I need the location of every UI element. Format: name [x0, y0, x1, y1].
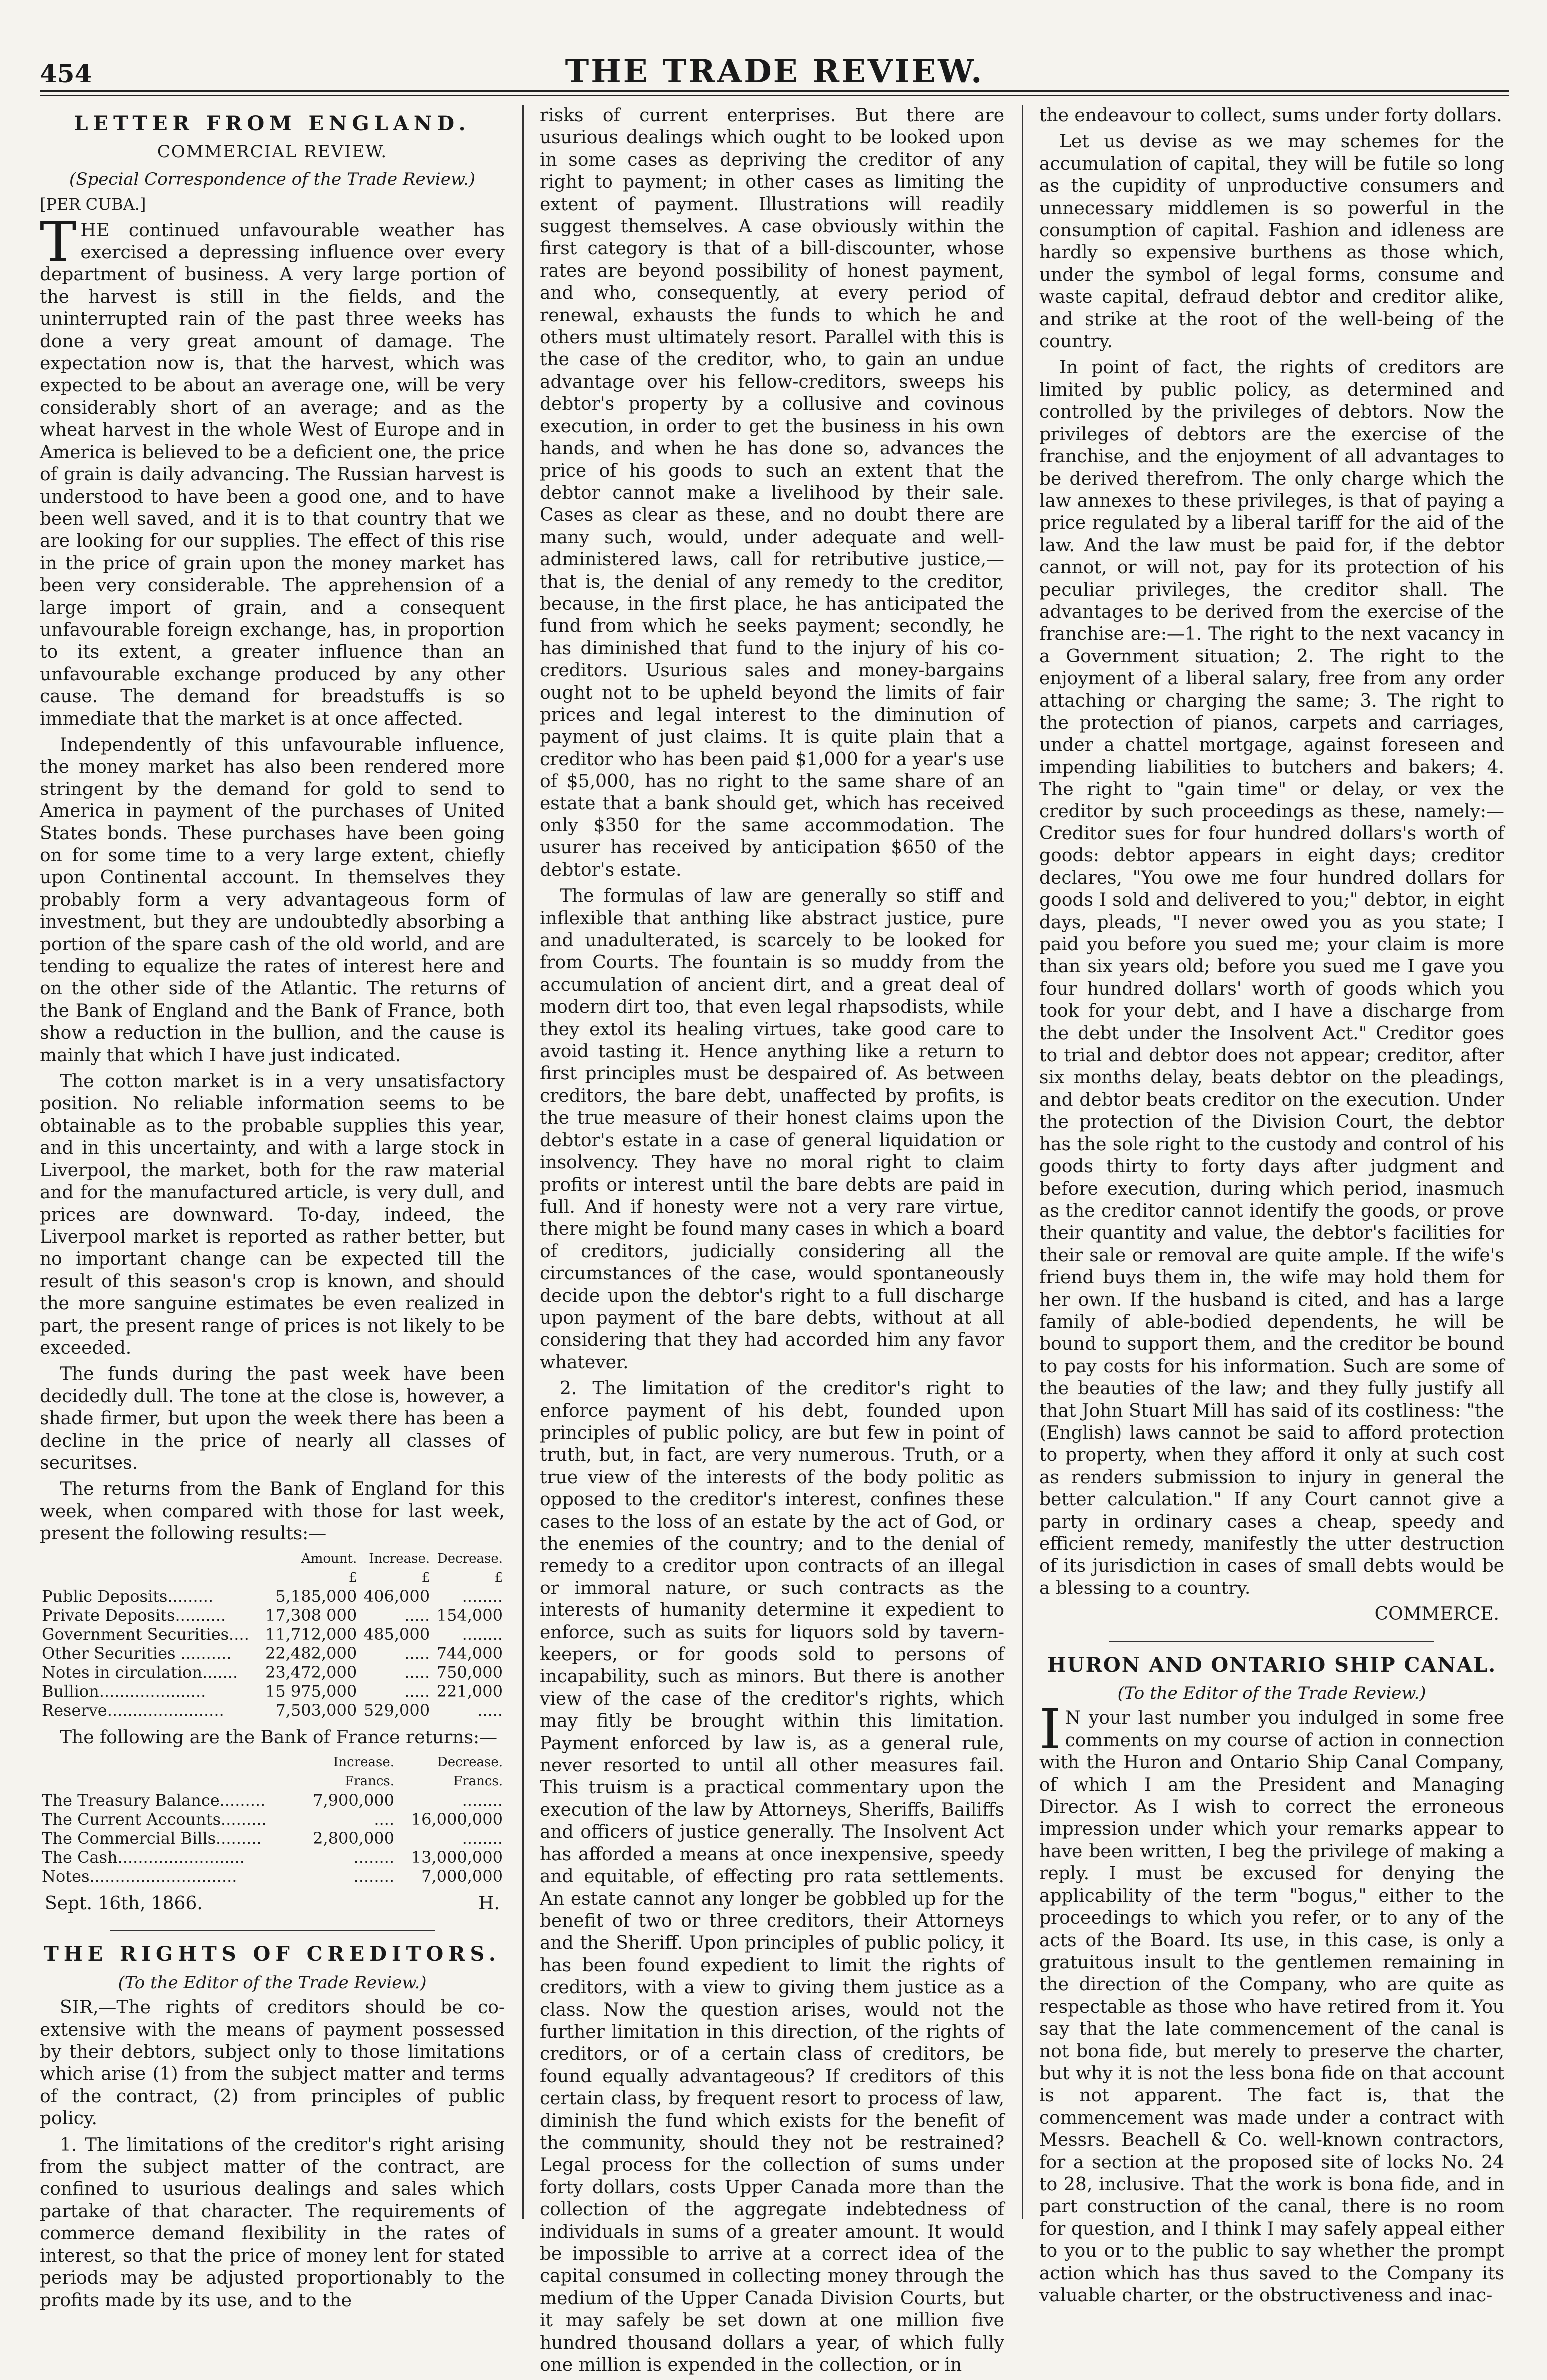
- header-rule: [40, 90, 1509, 96]
- article-paragraph: 1. The limitations of the creditor's right arising from the subject matter of the contract, are confined to usurious dealings and sales which partake of that character. The requirements of commerce demand flexibility in the rates of interest, so that the price of money lent for stated periods may be adjusted proportionably to the profits made by its use, and to the: [40, 2134, 505, 2311]
- cell-amount: 17,308 000: [265, 1605, 357, 1625]
- row-label: Private Deposits..........: [42, 1605, 226, 1625]
- cell-decrease: ........: [462, 1624, 503, 1644]
- cell-amount: 23,472,000: [265, 1662, 357, 1682]
- article-paragraph: The cotton market is in a very unsatisfactory position. No reliable information seems to be obtainable as to the probable supplies this year, and in this uncertainty, and with a large stock in Liverpool, the market, both for the raw material and for the manufactured article, is very dull, and prices are downward. To-day, indeed, the Liverpool market is reported as rather better, but no important change can be expected till the result of this season's crop is known, and should the more sanguine estimates be even realized in part, the present range of prices is not likely to be exceeded.: [40, 1071, 505, 1358]
- cell-decrease: ........: [462, 1829, 503, 1848]
- article-paragraph: the endeavour to collect, sums under forty dollars.: [1039, 105, 1502, 126]
- article-paragraph: risks of current enterprises. But there are usurious dealings which ought to be looked upon in some cases as depriving the creditor of any right to payment; in other cases as limiting the extent of payment. Illustrations will readily suggest themselves. A case obviously within the first category is that of a bill-discounter, whose rates are beyond possibility of honest payment, and who, consequently, at every period of renewal, exhausts the funds to which he and others must ultimately resort. Parallel with this is the case of the creditor, who, to gain an undue advantage over his fellow-creditors, sweeps his debtor's property by a collusive and covinous execution, in order to get the business in his own hands, and when he has done so, advances the price of his goods to such an extent that the debtor cannot make a livelihood by their sale. Cases as clear as these, and no doubt there are many such, would, under adequate and well-administered laws, call for retributive justice,—that is, the denial of any remedy to the creditor, because, in the first place, he has anticipated the fund from which he seeks payment; secondly, he has diminished that fund to the injury of his co-creditors. Usurious sales and money-bargains ought not to be upheld beyond the limits of fair prices and legal interest to the diminution of payment of just claims. It is quite plain that a creditor who has been paid $1,000 for a year's use of $5,000, has no right to the same share of an estate that a bank should get, which has received only $350 for the same accommodation. The usurer has received by anticipation $650 of the debtor's estate.: [540, 105, 1004, 880]
- cell-increase: .....: [404, 1662, 430, 1682]
- article-headline: HURON AND ONTARIO SHIP CANAL.: [1047, 1653, 1497, 1677]
- table-row: [40, 1701, 505, 1720]
- cell-decrease: 154,000: [436, 1605, 503, 1625]
- cell-increase: .....: [404, 1605, 430, 1625]
- cell-amount: 7,503,000: [275, 1700, 357, 1720]
- article-headline: LETTER FROM ENGLAND.: [74, 112, 471, 135]
- currency-unit: Francs.: [345, 1774, 395, 1789]
- cell-decrease: 750,000: [436, 1662, 503, 1682]
- cell-amount: 15 975,000: [265, 1681, 357, 1701]
- column-header: Increase.: [333, 1755, 395, 1770]
- dateline-row: [45, 1893, 500, 1915]
- row-label: The Commercial Bills.........: [42, 1829, 262, 1848]
- section-rule: [110, 1930, 435, 1931]
- article-paragraph: THE continued unfavourable weather has exercised a depressing influence over every department of business. A very large portion of the harvest is still in the fields, and the uninterrupted rain of the past three weeks has done a very great amount of damage. The expectation now is, that the harvest, which was expected to be about an average one, will be very considerably short of an average; and as the wheat harvest in the whole West of Europe and in America is believed to be a deficient one, the price of grain is daily advancing. The Russian harvest is understood to have been a good one, and to have been well saved, and it is to that country that we are looking for our supplies. The effect of this rise in the price of grain upon the money market has been very considerable. The apprehension of a large import of grain, and a consequent unfavourable foreign exchange, has, in proportion to its extent, a greater influence than an unfavourable exchange produced by any other cause. The demand for breadstuffs is so immediate that the market is at once affected.: [40, 209, 505, 729]
- row-label: The Treasury Balance.........: [42, 1791, 266, 1810]
- table-row: [40, 1829, 505, 1848]
- row-label: The Current Accounts.........: [42, 1810, 267, 1829]
- dispatch-note: [PER CUBA.]: [40, 195, 146, 214]
- currency-unit: £: [494, 1570, 503, 1585]
- table-currency-row: [40, 1568, 505, 1587]
- newspaper-page: [40, 30, 1509, 2376]
- article-paragraph: SIR,—The rights of creditors should be co-extensive with the means of payment possessed by their debtors, subject only to those limitations which arise (1) from the subject matter and terms of the contract, (2) from principles of public policy.: [40, 1997, 505, 2129]
- cell-increase: .....: [404, 1681, 430, 1701]
- author-signature: H.: [478, 1893, 500, 1914]
- article-paragraph: The following are the Bank of France returns:—: [60, 1727, 498, 1748]
- column-header: Decrease.: [437, 1551, 503, 1566]
- currency-unit: Francs.: [453, 1774, 503, 1789]
- cell-increase: ........: [353, 1848, 395, 1867]
- cell-decrease: 13,000,000: [411, 1848, 503, 1867]
- cell-increase: .....: [404, 1643, 430, 1663]
- column-divider: [522, 105, 524, 2219]
- row-label: Notes in circulation.......: [42, 1662, 238, 1682]
- drop-cap: T: [40, 209, 77, 274]
- row-label: Bullion.....................: [42, 1681, 206, 1701]
- table-row: [40, 1848, 505, 1867]
- journal-title: THE TRADE REVIEW.: [565, 53, 984, 90]
- drop-cap: I: [1039, 1697, 1061, 1762]
- cell-decrease: 221,000: [436, 1681, 503, 1701]
- currency-unit: £: [421, 1570, 430, 1585]
- row-label: Government Securities....: [42, 1624, 249, 1644]
- cell-decrease: ........: [462, 1587, 503, 1606]
- table-row: [40, 1587, 505, 1606]
- column-1: [40, 105, 505, 2316]
- cell-increase: 406,000: [363, 1587, 430, 1606]
- cell-amount: 22,482,000: [265, 1643, 357, 1663]
- cell-amount: 11,712,000: [265, 1624, 357, 1644]
- table-row: [40, 1867, 505, 1886]
- row-label: Reserve.......................: [42, 1700, 224, 1720]
- cell-decrease: ........: [462, 1791, 503, 1810]
- bank-of-england-table: [40, 1549, 505, 1720]
- cell-increase: 7,900,000: [313, 1791, 395, 1810]
- cell-increase: 485,000: [363, 1624, 430, 1644]
- column-2: [540, 105, 1004, 2380]
- cell-increase: 529,000: [363, 1700, 430, 1720]
- article-headline: THE RIGHTS OF CREDITORS.: [44, 1942, 501, 1966]
- row-label: Other Securities ..........: [42, 1643, 232, 1663]
- article-paragraph: In point of fact, the rights of creditors are limited by public policy, as determined and controlled by the privileges of debtors. Now the privileges of debtors are the exercise of the franchise, and the enjoyment of all advantages to be derived therefrom. The only charge which the law annexes to these privileges, is that of paying a price regulated by a liberal tariff for the aid of the law. And the law must be paid for, if the debtor cannot, or will not, pay for its protection of his peculiar privileges, the creditor shall. The advantages to be derived from the exercise of the franchise are:—1. The right to the next vacancy in a Government situation; 2. The right to the enjoyment of a liberal salary, free from any order attaching or charging the same; 3. The right to the protection of pianos, carpets and carriages, under a chattel mortgage, against foreseen and impending liabilities to butchers and bakers; 4. The right to "gain time" or delay, or vex the creditor by such proceedings as these, namely:—Creditor sues for four hundred dollars's worth of goods: debtor appears in eight days; creditor declares, "You owe me four hundred dollars for goods I sold and delivered to you;" debtor, in eight days, pleads, "I never owed you as you state; I paid you before you sued me; your claim is more than six years old; before you sued me I gave you four hundred dollars' worth of goods which you took for your debt, and I have a discharge from the debt under the Insolvent Act." Creditor goes to trial and debtor does not appear; creditor, after six months delay, beats debtor on the pleadings, and debtor beats creditor on the execution. Under the protection of the Division Court, the debtor has the sole right to the custody and control of his goods thirty to forty days after judgment and before execution, during which period, inasmuch as the creditor cannot identify the goods, or prove their quantity and value, the debtor's facilities for their sale or removal are quite ample. If the wife's friend buys them in, the wife may hold them for her own. If the husband is cited, and has a large family of able-bodied dependents, he will be bound to support them, and the creditor be bound to pay costs for his information. Such are some of the beauties of the law; and they fully justify all that John Stuart Mill has said of its costliness: "the (English) laws cannot be said to afford protection to property, when they afford it only at such cost as renders submission to injury in general the better calculation." If any Court cannot give a party in ordinary cases a cheap, speedy and efficient remedy, manifestly the utter destruction of its jurisdiction in cases of small debts would be a blessing to a country.: [1039, 357, 1504, 1598]
- table-row: [40, 1606, 505, 1625]
- cell-increase: ........: [353, 1867, 395, 1886]
- article-byline: (Special Correspondence of the Trade Review.): [69, 169, 476, 189]
- cell-decrease: 16,000,000: [411, 1810, 503, 1829]
- article-paragraph: The funds during the past week have been decidedly dull. The tone at the close is, however, a shade firmer, but upon the week there has been a decline in the price of nearly all classes of securitses.: [40, 1364, 505, 1473]
- bank-of-france-table: [40, 1753, 505, 1886]
- cell-amount: 5,185,000: [275, 1587, 357, 1606]
- article-paragraph: The formulas of law are generally so stiff and inflexible that anthing like abstract justice, pure and unadulterated, is scarcely to be looked for from Courts. The fountain is so muddy from the accumulation of ancient dirt, and a great deal of modern dirt too, that even legal rhapsodists, while they extol its healing virtues, take good care to avoid tasting it. Hence anything like a return to first principles must be despaired of. As between creditors, the bare debt, unaffected by profits, is the true measure of their honest claims upon the debtor's estate in a case of general liquidation or insolvency. They have no moral right to claim profits or interest until the bare debts are paid in full. And if honesty were not a very rare virtue, there might be found many cases in which a board of creditors, judicially considering all the circumstances of the case, would spontaneously decide upon the debtor's right to a full discharge upon payment of the bare debts, without at all considering that they had accorded him any favor whatever.: [540, 886, 1004, 1373]
- dateline: Sept. 16th, 1866.: [45, 1893, 203, 1914]
- table-header-row: [40, 1753, 505, 1772]
- table-row: [40, 1663, 505, 1682]
- table-row: [40, 1810, 505, 1829]
- section-rule: [1109, 1641, 1434, 1642]
- running-head: [40, 45, 1509, 90]
- row-label: The Cash.........................: [42, 1848, 245, 1867]
- row-label: Public Deposits.........: [42, 1587, 214, 1606]
- row-label: Notes.............................: [42, 1867, 237, 1886]
- cell-decrease: 744,000: [436, 1643, 503, 1663]
- page-number: 454: [40, 59, 92, 88]
- article-paragraph: Let us devise as we may schemes for the accumulation of capital, they will be futile so long as the cupidity of unproductive consumers and unnecessary middlemen is so powerful in the consumption of capital. Fashion and idleness are hardly so expensive burthens as those which, under the symbol of legal forms, consume and waste capital, defraud debtor and creditor alike, and strike at the root of the well-being of the country.: [1039, 131, 1504, 352]
- article-paragraph: The returns from the Bank of England for this week, when compared with those for last week, present the following results:—: [40, 1479, 505, 1544]
- currency-unit: £: [348, 1570, 357, 1585]
- column-header: Increase.: [369, 1551, 430, 1566]
- article-byline: (To the Editor of the Trade Review.): [1117, 1683, 1426, 1704]
- column-divider: [1022, 105, 1023, 2219]
- column-header: Decrease.: [437, 1755, 503, 1770]
- table-currency-row: [40, 1772, 505, 1791]
- table-row: [40, 1644, 505, 1663]
- table-header-row: [40, 1549, 505, 1568]
- article-paragraph: Independently of this unfavourable influence, the money market has also been rendered more stringent by the demand for gold to send to America in payment of the purchases of United States bonds. These purchases have been going on for some time to a very large extent, chiefly upon Continental account. In themselves they probably form a very advantageous form of investment, but they are undoubtedly absorbing a portion of the spare cash of the old world, and are tending to equalize the rates of interest here and on the other side of the Atlantic. The returns of the Bank of England and the Bank of France, both show a reduction in the bullion, and the cause is mainly that which I have just indicated.: [40, 734, 505, 1066]
- cell-increase: ....: [374, 1810, 395, 1829]
- column-header: Amount.: [301, 1551, 357, 1566]
- author-signature: COMMERCE.: [1374, 1604, 1499, 1625]
- cell-decrease: 7,000,000: [421, 1867, 503, 1886]
- cell-increase: 2,800,000: [313, 1829, 395, 1848]
- article-paragraph: I N your last number you indulged in some free comments on my course of action in connection with the Huron and Ontario Ship Canal Company, of which I am the President and Managing Director. As I wish to correct the erroneous impression under which your remarks appear to have been written, I beg the privilege of making a reply. I must be excused for denying the applicability of the term "bogus," either to the proceedings to which you refer, or to any of the acts of the Board. Its use, in this case, is only a gratuitous insult to the gentlemen remaining in the direction of the Company, who are quite as respectable as those who have retired from it. You say that the late commencement of the canal is not bona fide, but merely to preserve the charter, but why it is not the less bona fide on that account is not apparent. The fact is, that the commencement was made under a contract with Messrs. Beachell & Co. well-known contractors, for a section at the proposed site of locks No. 24 to 28, inclusive. That the work is bona fide, and in part construction of the canal, there is no room for question, and I think I may safely appeal either to you or to the public to say whether the prompt action which has thus saved to the Company its valuable charter, or the obstructiveness and inac-: [1039, 1697, 1504, 2306]
- cell-decrease: .....: [477, 1700, 503, 1720]
- article-byline: (To the Editor of the Trade Review.): [118, 1972, 427, 1993]
- article-paragraph: 2. The limitation of the creditor's right to enforce payment of his debt, founded upon principles of public policy, are but few in point of truth, but, in fact, are very numerous. Truth, or a true view of the interests of the body politic as opposed to the creditor's interest, confines these cases to the loss of an estate by the act of God, or the enemies of the country; and to the denial of remedy to a creditor upon contracts of an illegal or immoral nature, or such contracts as the interests of humanity determine it expedient to enforce, such as suits for liquors sold by tavern-keepers, or for goods sold to persons of incapability, such as minors. But there is another view of the case of the creditor's rights, which may fitly be brought within this limitation. Payment enforced by law is, as a general rule, never resorted to until all other measures fail. This truism is a practical commentary upon the execution of the law by Attorneys, Sheriffs, Bailiffs and officers of justice generally. The Insolvent Act has afforded a means at once inexpensive, speedy and equitable, of effecting pro rata settlements. An estate cannot any longer be gobbled up for the benefit of two or three creditors, their Attorneys and the Sheriff. Upon principles of public policy, it has been found expedient to limit the rights of creditors, with a view to giving them justice as a class. Now the question arises, would not the further limitation in this direction, of the rights of creditors, or of a certain class of creditors, be found equally advantageous? If creditors of this certain class, by frequent resort to process of law, diminish the fund which exists for the benefit of the community, should they not be restrained? Legal process for the collection of sums under forty dollars, costs Upper Canada more than the collection of the aggregate indebtedness of individuals in sums of a greater amount. It would be impossible to arrive at a correct idea of the capital consumed in collecting money through the medium of the Upper Canada Division Courts, but it may safely be set down at one million five hundred thousand dollars a year, of which fully one million is expended in the collection, or in: [540, 1378, 1004, 2376]
- column-3: [1039, 105, 1504, 2311]
- table-row: [40, 1682, 505, 1701]
- article-subhead: COMMERCIAL REVIEW.: [157, 142, 388, 162]
- table-row: [40, 1791, 505, 1810]
- table-row: [40, 1625, 505, 1644]
